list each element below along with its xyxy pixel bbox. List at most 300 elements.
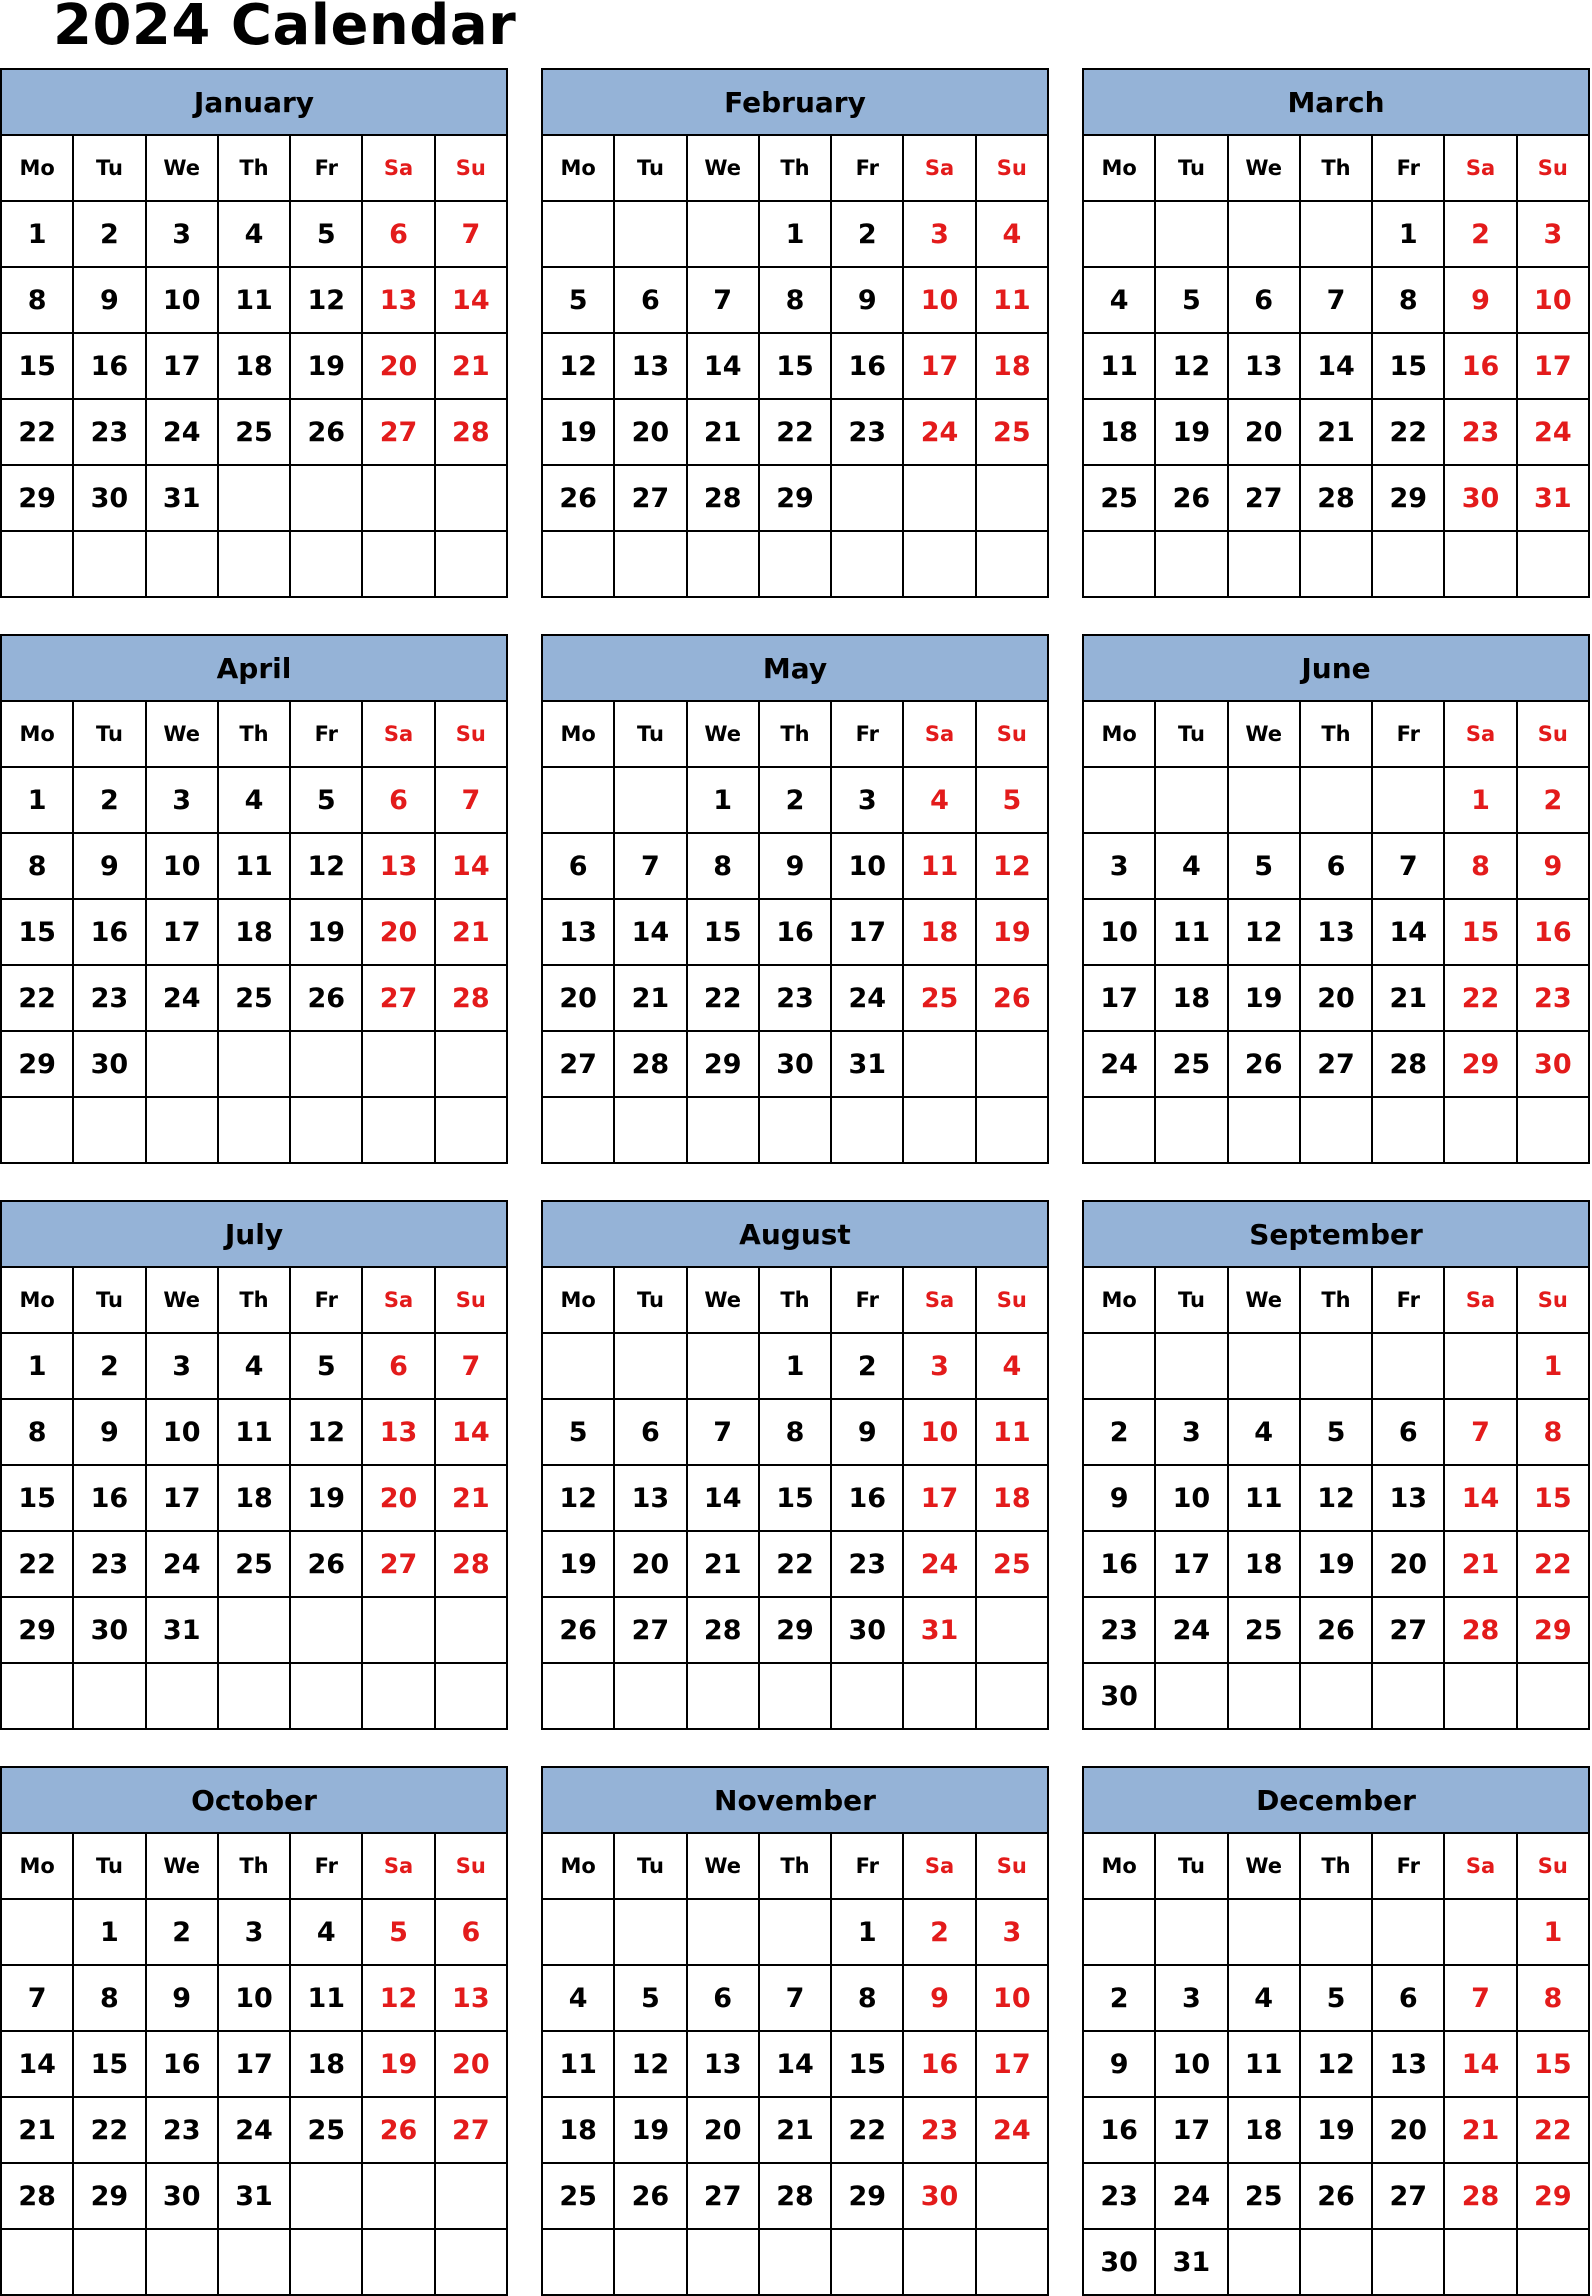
day-cell: 29 [73, 2163, 145, 2229]
day-cell [362, 531, 434, 597]
day-cell: 3 [1517, 201, 1589, 267]
weekday-label: Sa [1444, 701, 1516, 767]
day-cell [542, 767, 614, 833]
day-cell: 5 [362, 1899, 434, 1965]
weekday-label: Tu [1155, 1833, 1227, 1899]
day-cell: 18 [218, 1465, 290, 1531]
day-cell [1300, 531, 1372, 597]
day-cell: 31 [903, 1597, 975, 1663]
day-cell [614, 1333, 686, 1399]
day-cell: 7 [687, 1399, 759, 1465]
day-cell [290, 1663, 362, 1729]
week-row [1, 2163, 507, 2229]
day-cell: 21 [1444, 1531, 1516, 1597]
week-row [542, 465, 1048, 531]
month-table [0, 68, 508, 598]
day-cell: 8 [687, 833, 759, 899]
day-cell [73, 2229, 145, 2295]
day-cell: 18 [290, 2031, 362, 2097]
day-cell: 4 [976, 201, 1048, 267]
weekday-label: Mo [1, 135, 73, 201]
day-cell: 26 [1228, 1031, 1300, 1097]
week-row [1083, 2031, 1589, 2097]
weekday-row [542, 1267, 1048, 1333]
day-cell: 1 [1, 1333, 73, 1399]
day-cell: 25 [1228, 2163, 1300, 2229]
week-row [542, 1031, 1048, 1097]
day-cell: 20 [614, 399, 686, 465]
day-cell: 3 [903, 1333, 975, 1399]
weekday-label: Tu [73, 701, 145, 767]
week-row [542, 201, 1048, 267]
day-cell [1, 1899, 73, 1965]
day-cell: 21 [759, 2097, 831, 2163]
day-cell: 30 [73, 465, 145, 531]
weekday-label: Su [1517, 1267, 1589, 1333]
day-cell: 28 [435, 1531, 507, 1597]
day-cell: 4 [1083, 267, 1155, 333]
week-row [542, 1965, 1048, 2031]
weekday-label: Fr [290, 701, 362, 767]
day-cell [903, 531, 975, 597]
weekday-label: Fr [831, 1267, 903, 1333]
day-cell [73, 531, 145, 597]
day-cell [976, 1597, 1048, 1663]
day-cell [903, 1097, 975, 1163]
day-cell [614, 1097, 686, 1163]
week-row [542, 531, 1048, 597]
weekday-label: Fr [831, 1833, 903, 1899]
day-cell [1517, 1663, 1589, 1729]
weekday-label: Th [1300, 1833, 1372, 1899]
weekday-label: Su [976, 701, 1048, 767]
day-cell: 10 [218, 1965, 290, 2031]
day-cell: 4 [218, 767, 290, 833]
day-cell: 17 [1155, 2097, 1227, 2163]
day-cell: 6 [362, 1333, 434, 1399]
day-cell [1228, 767, 1300, 833]
day-cell: 27 [614, 465, 686, 531]
day-cell [1155, 767, 1227, 833]
day-cell [614, 201, 686, 267]
day-cell: 20 [1372, 1531, 1444, 1597]
weekday-label: Th [759, 135, 831, 201]
weekday-label: Su [976, 135, 1048, 201]
day-cell: 29 [831, 2163, 903, 2229]
day-cell: 12 [290, 267, 362, 333]
day-cell: 7 [1444, 1965, 1516, 2031]
day-cell: 1 [759, 1333, 831, 1399]
month-table [1082, 68, 1590, 598]
day-cell: 9 [73, 267, 145, 333]
day-cell: 4 [218, 1333, 290, 1399]
day-cell: 29 [1444, 1031, 1516, 1097]
day-cell: 7 [435, 201, 507, 267]
weekday-label: Fr [831, 701, 903, 767]
day-cell: 14 [614, 899, 686, 965]
day-cell: 12 [542, 1465, 614, 1531]
day-cell: 30 [759, 1031, 831, 1097]
weekday-label: Su [435, 1833, 507, 1899]
month-table [541, 68, 1049, 598]
week-row [1, 399, 507, 465]
day-cell: 13 [435, 1965, 507, 2031]
day-cell: 21 [435, 1465, 507, 1531]
day-cell [614, 2229, 686, 2295]
day-cell: 4 [1155, 833, 1227, 899]
weekday-label: We [1228, 135, 1300, 201]
day-cell [542, 1899, 614, 1965]
day-cell [1, 1663, 73, 1729]
day-cell: 20 [614, 1531, 686, 1597]
week-row [1, 531, 507, 597]
page-title: 2024 Calendar [53, 0, 517, 58]
day-cell: 8 [1444, 833, 1516, 899]
day-cell: 3 [831, 767, 903, 833]
day-cell: 26 [1155, 465, 1227, 531]
day-cell: 16 [903, 2031, 975, 2097]
day-cell: 13 [614, 1465, 686, 1531]
day-cell: 26 [542, 1597, 614, 1663]
day-cell: 1 [1, 201, 73, 267]
month-july [0, 1200, 508, 1729]
day-cell [903, 1663, 975, 1729]
day-cell: 29 [1, 465, 73, 531]
day-cell [542, 1097, 614, 1163]
day-cell: 19 [362, 2031, 434, 2097]
day-cell [1228, 531, 1300, 597]
day-cell [1, 1097, 73, 1163]
day-cell: 28 [614, 1031, 686, 1097]
day-cell [290, 531, 362, 597]
day-cell: 19 [1155, 399, 1227, 465]
day-cell [218, 1097, 290, 1163]
month-name: November [542, 1767, 1048, 1833]
weekday-label: Sa [362, 1833, 434, 1899]
weekday-label: Tu [73, 135, 145, 201]
day-cell: 17 [1155, 1531, 1227, 1597]
day-cell [362, 465, 434, 531]
day-cell [1083, 1899, 1155, 1965]
day-cell: 6 [542, 833, 614, 899]
day-cell: 24 [218, 2097, 290, 2163]
week-row [1083, 1899, 1589, 1965]
day-cell: 15 [1517, 2031, 1589, 2097]
day-cell [1372, 1663, 1444, 1729]
day-cell: 8 [1372, 267, 1444, 333]
day-cell: 30 [146, 2163, 218, 2229]
weekday-label: Sa [1444, 135, 1516, 201]
day-cell: 28 [1444, 1597, 1516, 1663]
day-cell [1444, 531, 1516, 597]
day-cell: 24 [146, 1531, 218, 1597]
day-cell: 23 [1083, 1597, 1155, 1663]
week-row [542, 965, 1048, 1031]
week-row [1, 833, 507, 899]
day-cell [290, 465, 362, 531]
weekday-label: Fr [290, 1833, 362, 1899]
week-row [1, 1465, 507, 1531]
day-cell [362, 1031, 434, 1097]
day-cell [435, 1663, 507, 1729]
day-cell: 4 [1228, 1399, 1300, 1465]
day-cell: 26 [290, 399, 362, 465]
day-cell: 16 [831, 1465, 903, 1531]
day-cell: 24 [976, 2097, 1048, 2163]
weekday-label: We [146, 701, 218, 767]
day-cell: 27 [687, 2163, 759, 2229]
day-cell: 15 [687, 899, 759, 965]
week-row [1, 1531, 507, 1597]
day-cell: 31 [1517, 465, 1589, 531]
day-cell: 8 [1, 833, 73, 899]
day-cell [976, 1663, 1048, 1729]
month-may [541, 634, 1049, 1163]
day-cell: 27 [614, 1597, 686, 1663]
day-cell [218, 1031, 290, 1097]
day-cell [687, 2229, 759, 2295]
day-cell [1083, 201, 1155, 267]
weekday-label: Th [759, 1267, 831, 1333]
day-cell [1444, 1333, 1516, 1399]
day-cell [542, 201, 614, 267]
day-cell: 14 [687, 1465, 759, 1531]
day-cell [1, 2229, 73, 2295]
day-cell [362, 2229, 434, 2295]
weekday-label: Th [218, 1833, 290, 1899]
month-november [541, 1766, 1049, 2295]
day-cell: 4 [542, 1965, 614, 2031]
day-cell: 16 [831, 333, 903, 399]
day-cell: 25 [1155, 1031, 1227, 1097]
day-cell: 12 [1300, 2031, 1372, 2097]
weekday-row [542, 701, 1048, 767]
weekday-label: We [1228, 1267, 1300, 1333]
day-cell [976, 2229, 1048, 2295]
day-cell: 15 [1, 333, 73, 399]
day-cell: 5 [542, 1399, 614, 1465]
day-cell: 25 [976, 1531, 1048, 1597]
day-cell [903, 1031, 975, 1097]
day-cell [903, 465, 975, 531]
month-table [1082, 1200, 1590, 1730]
month-table [0, 634, 508, 1164]
day-cell: 3 [146, 767, 218, 833]
day-cell: 6 [1372, 1965, 1444, 2031]
day-cell: 20 [1300, 965, 1372, 1031]
day-cell: 15 [831, 2031, 903, 2097]
month-name: September [1083, 1201, 1589, 1267]
day-cell: 24 [1083, 1031, 1155, 1097]
day-cell: 17 [1083, 965, 1155, 1031]
weekday-label: Su [435, 1267, 507, 1333]
day-cell: 26 [1300, 1597, 1372, 1663]
day-cell: 9 [831, 1399, 903, 1465]
day-cell: 17 [218, 2031, 290, 2097]
weekday-label: Mo [1083, 1267, 1155, 1333]
day-cell: 3 [146, 201, 218, 267]
month-table [1082, 1766, 1590, 2296]
day-cell: 27 [362, 1531, 434, 1597]
day-cell: 3 [1155, 1399, 1227, 1465]
day-cell: 7 [1, 1965, 73, 2031]
day-cell: 20 [542, 965, 614, 1031]
month-table [1082, 634, 1590, 1164]
day-cell: 8 [759, 1399, 831, 1465]
week-row [1, 2229, 507, 2295]
day-cell: 29 [1517, 2163, 1589, 2229]
day-cell: 31 [146, 465, 218, 531]
day-cell: 20 [1228, 399, 1300, 465]
day-cell [218, 531, 290, 597]
week-row [1083, 1399, 1589, 1465]
day-cell [1228, 2229, 1300, 2295]
day-cell: 15 [73, 2031, 145, 2097]
day-cell: 11 [976, 1399, 1048, 1465]
day-cell: 28 [435, 965, 507, 1031]
day-cell: 4 [976, 1333, 1048, 1399]
day-cell: 12 [542, 333, 614, 399]
day-cell [1155, 1663, 1227, 1729]
weekday-row [1, 701, 507, 767]
week-row [1, 1965, 507, 2031]
day-cell: 5 [290, 1333, 362, 1399]
day-cell: 8 [1517, 1399, 1589, 1465]
day-cell: 10 [1083, 899, 1155, 965]
day-cell: 29 [1, 1597, 73, 1663]
day-cell [1517, 2229, 1589, 2295]
day-cell: 9 [1444, 267, 1516, 333]
weekday-row [1, 1267, 507, 1333]
day-cell [687, 201, 759, 267]
day-cell: 19 [542, 399, 614, 465]
day-cell: 16 [1517, 899, 1589, 965]
month-table [0, 1200, 508, 1730]
day-cell: 19 [290, 899, 362, 965]
day-cell [218, 2229, 290, 2295]
day-cell: 7 [435, 1333, 507, 1399]
week-row [1083, 2229, 1589, 2295]
day-cell: 28 [687, 465, 759, 531]
day-cell: 14 [435, 267, 507, 333]
day-cell: 26 [1300, 2163, 1372, 2229]
month-name: April [1, 635, 507, 701]
day-cell: 16 [1083, 2097, 1155, 2163]
week-row [1083, 333, 1589, 399]
weekday-label: Mo [1083, 1833, 1155, 1899]
day-cell: 14 [1300, 333, 1372, 399]
weekday-label: Su [976, 1267, 1048, 1333]
day-cell: 11 [1155, 899, 1227, 965]
day-cell [290, 1597, 362, 1663]
day-cell [1300, 1663, 1372, 1729]
day-cell [1372, 2229, 1444, 2295]
day-cell: 26 [362, 2097, 434, 2163]
weekday-label: Mo [542, 1267, 614, 1333]
day-cell: 18 [976, 1465, 1048, 1531]
day-cell: 6 [614, 267, 686, 333]
weekday-label: Sa [362, 701, 434, 767]
weekday-label: Su [1517, 135, 1589, 201]
month-december [1082, 1766, 1590, 2295]
month-october [0, 1766, 508, 2295]
day-cell: 19 [542, 1531, 614, 1597]
day-cell: 11 [976, 267, 1048, 333]
day-cell: 17 [976, 2031, 1048, 2097]
day-cell: 28 [759, 2163, 831, 2229]
day-cell: 20 [362, 333, 434, 399]
day-cell: 2 [73, 201, 145, 267]
day-cell: 19 [614, 2097, 686, 2163]
day-cell: 15 [1444, 899, 1516, 965]
day-cell: 21 [614, 965, 686, 1031]
day-cell: 5 [542, 267, 614, 333]
month-name: July [1, 1201, 507, 1267]
week-row [1083, 1097, 1589, 1163]
day-cell: 15 [759, 1465, 831, 1531]
week-row [542, 267, 1048, 333]
day-cell: 7 [759, 1965, 831, 2031]
day-cell [73, 1097, 145, 1163]
week-row [1, 201, 507, 267]
day-cell: 27 [1372, 2163, 1444, 2229]
month-name: December [1083, 1767, 1589, 1833]
day-cell: 13 [362, 267, 434, 333]
day-cell: 17 [831, 899, 903, 965]
day-cell [759, 1097, 831, 1163]
day-cell: 10 [146, 833, 218, 899]
day-cell: 13 [362, 1399, 434, 1465]
day-cell: 21 [435, 899, 507, 965]
day-cell: 5 [1300, 1399, 1372, 1465]
day-cell: 21 [687, 399, 759, 465]
day-cell [976, 2163, 1048, 2229]
day-cell [614, 1663, 686, 1729]
day-cell: 22 [759, 399, 831, 465]
day-cell: 6 [1228, 267, 1300, 333]
day-cell: 1 [759, 201, 831, 267]
day-cell: 10 [146, 267, 218, 333]
week-row [542, 1531, 1048, 1597]
day-cell [1372, 1899, 1444, 1965]
day-cell: 31 [831, 1031, 903, 1097]
day-cell [759, 531, 831, 597]
day-cell: 27 [362, 399, 434, 465]
day-cell: 11 [218, 1399, 290, 1465]
day-cell: 21 [1300, 399, 1372, 465]
week-row [1083, 399, 1589, 465]
day-cell [542, 531, 614, 597]
day-cell: 25 [218, 1531, 290, 1597]
day-cell: 3 [218, 1899, 290, 1965]
day-cell [290, 1097, 362, 1163]
weekday-label: We [687, 701, 759, 767]
weekday-label: Su [1517, 701, 1589, 767]
day-cell: 24 [1155, 2163, 1227, 2229]
weekday-label: Mo [1083, 701, 1155, 767]
weekday-label: Mo [1, 1833, 73, 1899]
week-row [1083, 899, 1589, 965]
day-cell: 12 [1228, 899, 1300, 965]
weekday-label: Tu [614, 1267, 686, 1333]
day-cell: 22 [1517, 2097, 1589, 2163]
day-cell: 19 [1300, 2097, 1372, 2163]
day-cell [903, 2229, 975, 2295]
day-cell: 1 [1, 767, 73, 833]
weekday-label: Sa [362, 1267, 434, 1333]
day-cell [1444, 2229, 1516, 2295]
weekday-label: We [1228, 1833, 1300, 1899]
